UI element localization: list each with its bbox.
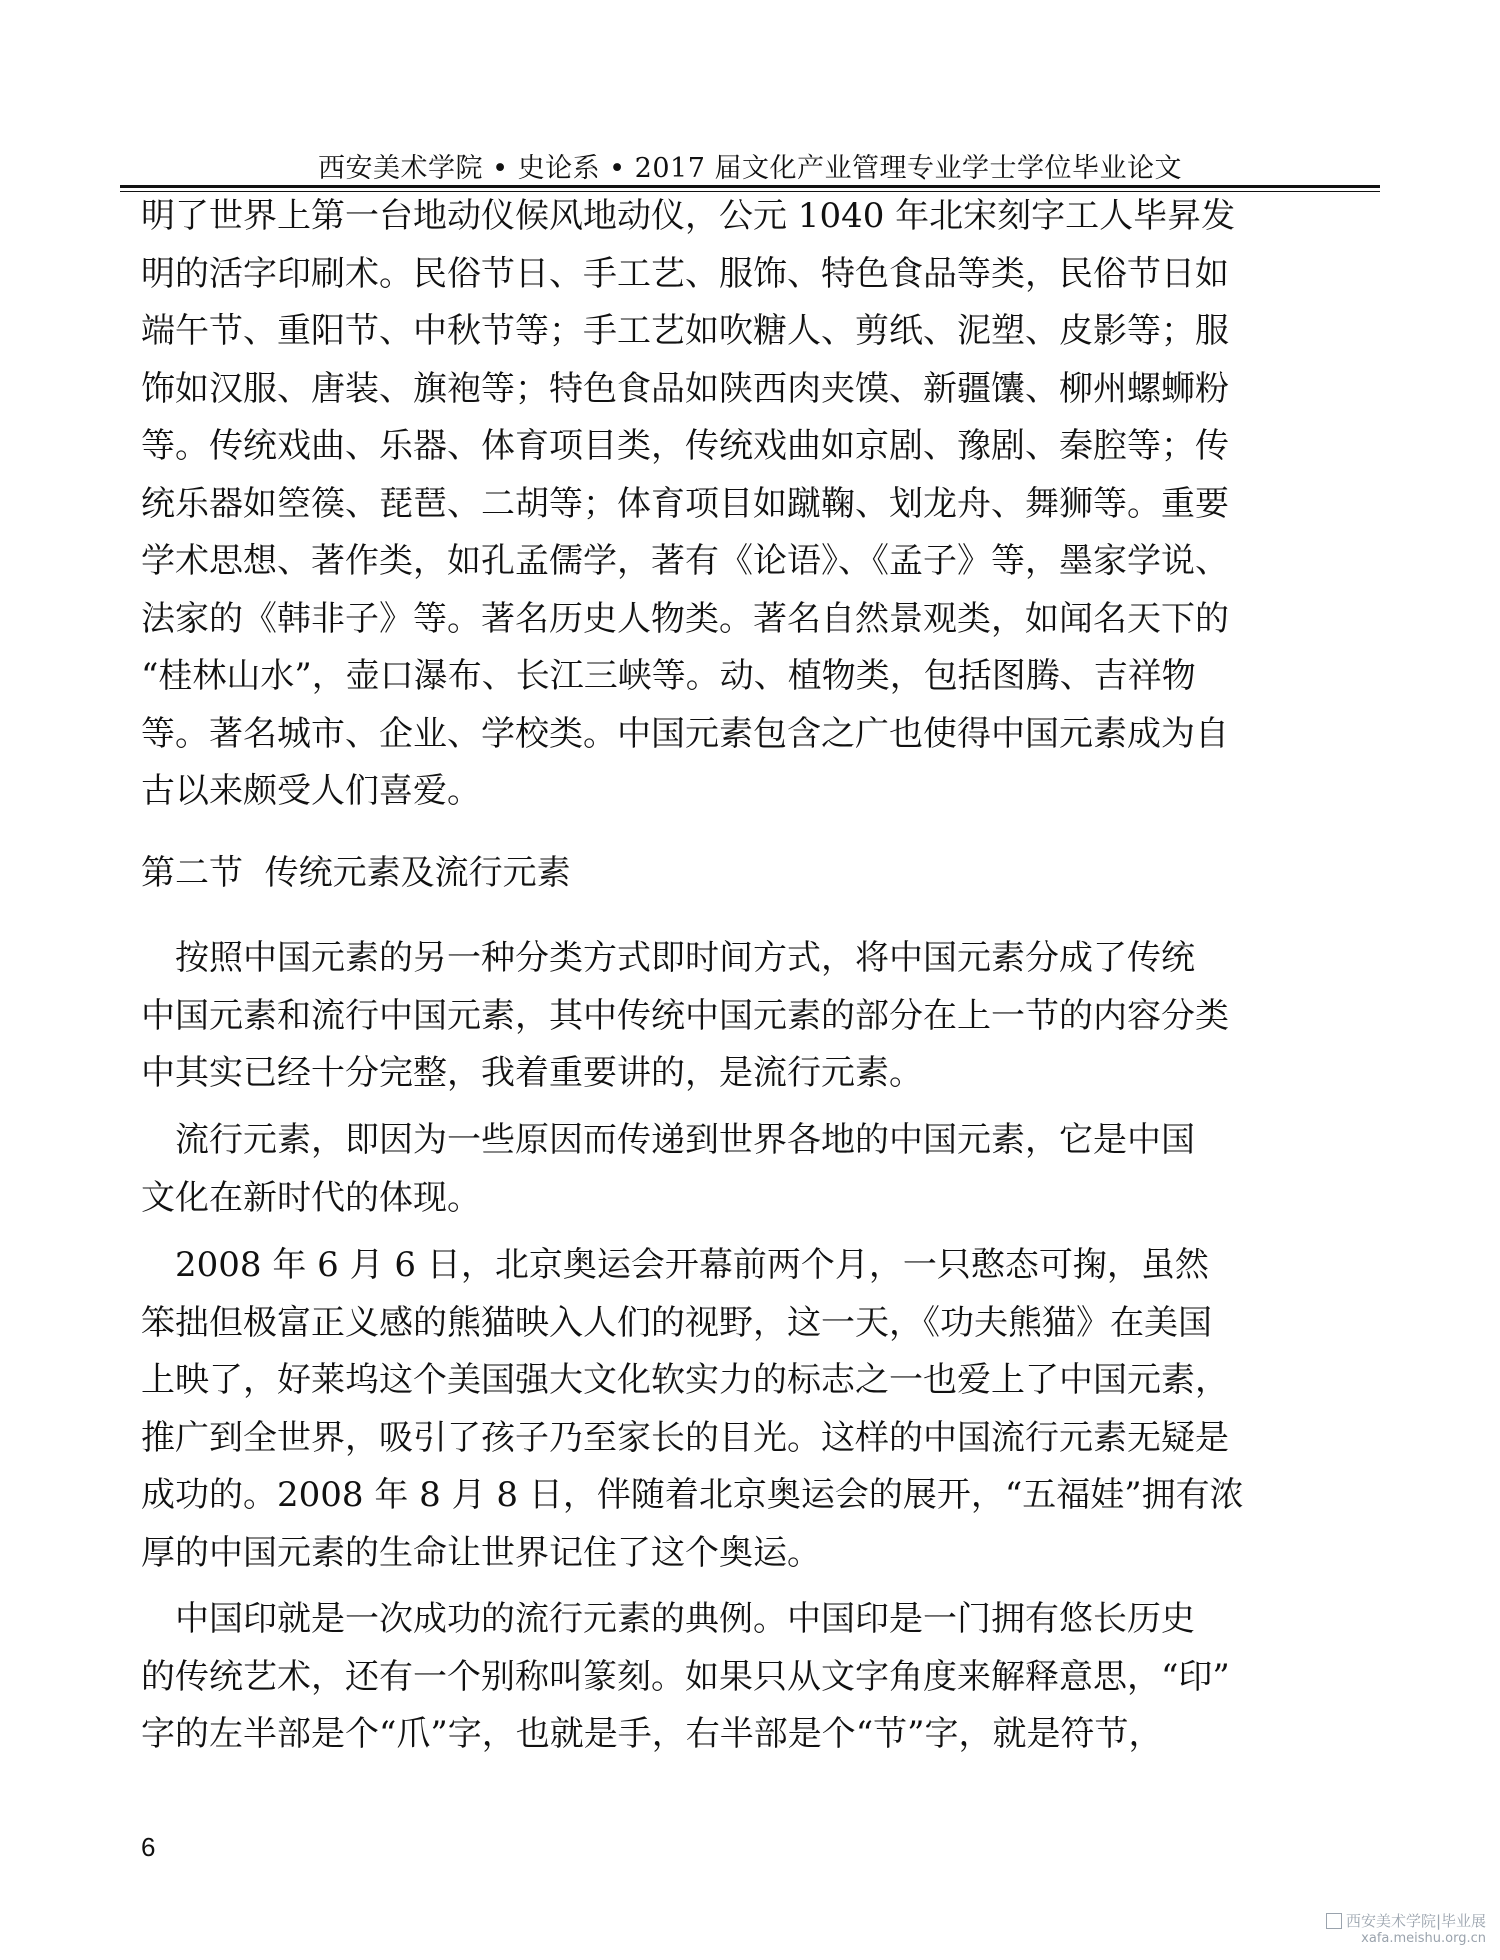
section-heading: 第二节 传统元素及流行元素 — [141, 853, 571, 893]
text-line: 饰如汉服、唐装、旗袍等；特色食品如陕西肉夹馍、新疆馕、柳州螺蛳粉 — [141, 368, 1229, 409]
paragraph-element-categories — [141, 188, 1291, 821]
running-header: 西安美术学院 • 史论系 • 2017 届文化产业管理专业学士学位毕业论文 — [318, 153, 1182, 184]
text-line: 中其实已经十分完整，我着重要讲的，是流行元素。 — [141, 1053, 923, 1093]
paragraph-time-classification — [141, 930, 1291, 1103]
text-line: 统乐器如箜篌、琵琶、二胡等；体育项目如蹴鞠、划龙舟、舞狮等。重要 — [141, 483, 1229, 524]
watermark-url: xafa.meishu.org.cn — [1361, 1931, 1486, 1946]
text-line: 端午节、重阳节、中秋节等；手工艺如吹糖人、剪纸、泥塑、皮影等；服 — [141, 311, 1229, 351]
text-line: 古以来颇受人们喜爱。 — [141, 771, 481, 811]
text-line: 等。传统戏曲、乐器、体育项目类，传统戏曲如京剧、豫剧、秦腔等；传 — [141, 426, 1229, 466]
paragraph-kung-fu-panda — [141, 1237, 1291, 1582]
text-line: 成功的。2008 年 8 月 8 日，伴随着北京奥运会的展开，“五福娃”拥有浓 — [141, 1475, 1244, 1515]
watermark — [1326, 1910, 1486, 1946]
text-line: 厚的中国元素的生命让世界记住了这个奥运。 — [141, 1532, 821, 1573]
text-line: 中国元素和流行中国元素，其中传统中国元素的部分在上一节的内容分类 — [141, 995, 1229, 1036]
text-line: 明的活字印刷术。民俗节日、手工艺、服饰、特色食品等类，民俗节日如 — [141, 253, 1229, 294]
text-line: 学术思想、著作类，如孔孟儒学，著有《论语》、《孟子》等，墨家学说、 — [141, 541, 1229, 581]
text-line: 笨拙但极富正义感的熊猫映入人们的视野，这一天，《功夫熊猫》在美国 — [141, 1302, 1212, 1343]
text-line: 明了世界上第一台地动仪候风地动仪，公元 1040 年北宋刻字工人毕昇发 — [141, 196, 1236, 236]
text-line: 流行元素，即因为一些原因而传递到世界各地的中国元素，它是中国 — [141, 1120, 1195, 1160]
paragraph-chinese-seal — [141, 1591, 1291, 1764]
paragraph-popular-elements — [141, 1112, 1291, 1227]
text-line: 推广到全世界，吸引了孩子乃至家长的目光。这样的中国流行元素无疑是 — [141, 1417, 1229, 1458]
text-line: “桂林山水”，壶口瀑布、长江三峡等。动、植物类，包括图腾、吉祥物 — [141, 656, 1196, 696]
text-line: 的传统艺术，还有一个别称叫篆刻。如果只从文字角度来解释意思，“印” — [141, 1656, 1230, 1697]
text-line: 法家的《韩非子》等。著名历史人物类。著名自然景观类，如闻名天下的 — [141, 598, 1229, 639]
text-line: 中国印就是一次成功的流行元素的典例。中国印是一门拥有悠长历史 — [141, 1599, 1195, 1639]
watermark-logo-row — [1326, 1910, 1486, 1931]
text-line: 字的左半部是个“爪”字，也就是手，右半部是个“节”字，就是符节， — [141, 1714, 1163, 1754]
text-line: 上映了，好莱坞这个美国强大文化软实力的标志之一也爱上了中国元素， — [141, 1360, 1229, 1400]
school-logo-icon — [1326, 1913, 1342, 1929]
text-line: 文化在新时代的体现。 — [141, 1177, 481, 1218]
text-line: 按照中国元素的另一种分类方式即时间方式，将中国元素分成了传统 — [141, 938, 1195, 978]
text-line: 等。著名城市、企业、学校类。中国元素包含之广也使得中国元素成为自 — [141, 713, 1229, 754]
page-number: 6 — [141, 1832, 156, 1862]
text-line: 2008 年 6 月 6 日，北京奥运会开幕前两个月，一只憨态可掬，虽然 — [141, 1245, 1209, 1285]
watermark-logo-text: 西安美术学院|毕业展 — [1345, 1912, 1486, 1930]
